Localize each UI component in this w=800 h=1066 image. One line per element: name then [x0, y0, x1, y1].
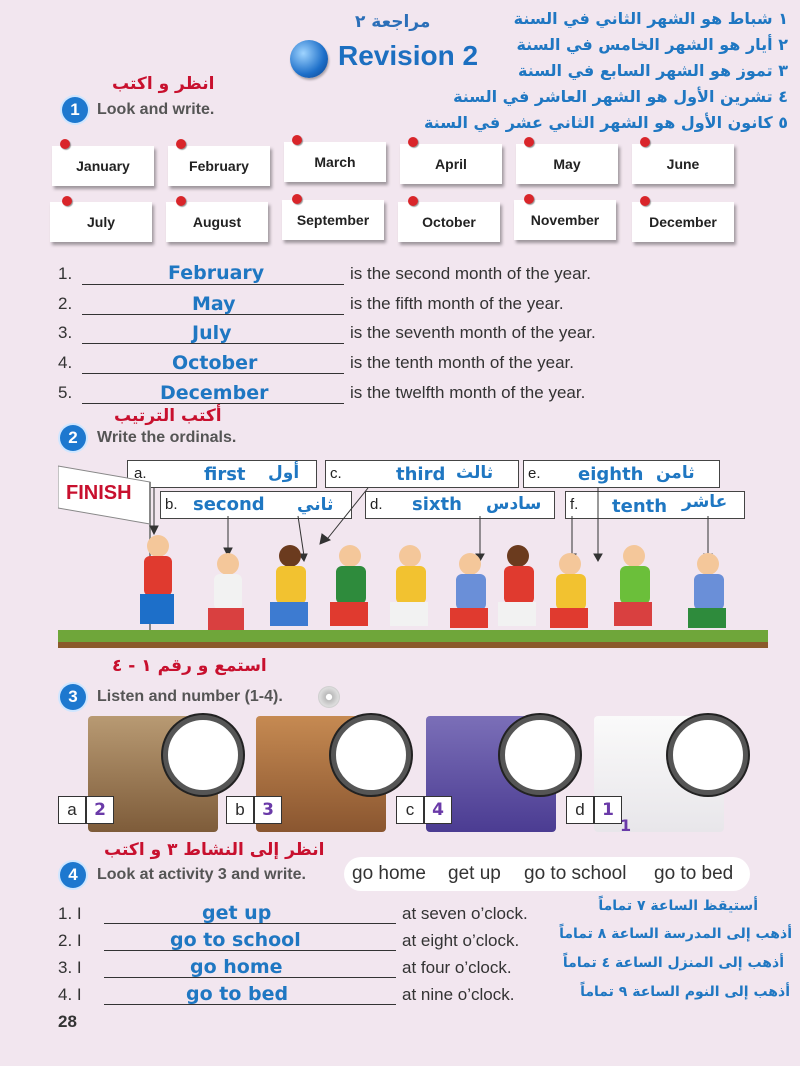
- sentence-num: 4. I: [58, 985, 82, 1004]
- word-bank-item[interactable]: go home: [352, 863, 426, 884]
- ordinal-arabic: سادس: [486, 494, 542, 514]
- pin-icon: [60, 139, 70, 149]
- sentence-arabic: أستيقظ الساعة ٧ تماماً: [598, 898, 758, 914]
- sentence-text: at seven o’clock.: [402, 904, 528, 923]
- sentence-num: 3. I: [58, 958, 82, 977]
- item-letter: d: [566, 796, 594, 824]
- answer-text[interactable]: July: [192, 322, 232, 344]
- clock-icon: [668, 715, 748, 795]
- audio-cd-icon[interactable]: [318, 686, 340, 708]
- sentence-num: 1.: [58, 264, 73, 283]
- section4-number-badge: 4: [60, 862, 86, 888]
- section2-instruction: Write the ordinals.: [97, 429, 237, 446]
- item-answer-box[interactable]: 3: [254, 796, 282, 824]
- arabic-note: ٢ أيار هو الشهر الخامس في السنة: [516, 35, 788, 54]
- ordinal-letter: c.: [330, 465, 342, 482]
- arabic-note: ١ شباط هو الشهر الثاني في السنة: [513, 9, 788, 28]
- word-bank-item[interactable]: go to bed: [654, 863, 734, 884]
- pin-icon: [292, 135, 302, 145]
- item-letter: c: [396, 796, 424, 824]
- month-card: February: [168, 146, 270, 186]
- pin-icon: [640, 196, 650, 206]
- arabic-note: ٥ كانون الأول هو الشهر الثاني عشر في السنة: [423, 113, 788, 132]
- ordinal-arabic: ثامن: [656, 463, 695, 483]
- sentence-num: 5.: [58, 383, 73, 402]
- sentence-text: at four o’clock.: [402, 958, 512, 977]
- ordinal-answer: eighth: [578, 464, 644, 485]
- arabic-revision-title: مراجعة ٢: [355, 12, 431, 32]
- pin-icon: [524, 194, 534, 204]
- sentence-num: 2. I: [58, 931, 82, 950]
- page-title: Revision 2: [338, 40, 479, 71]
- section1-number-badge: 1: [62, 97, 88, 123]
- ordinal-letter: f.: [570, 496, 579, 513]
- sentence-arabic: أذهب إلى المدرسة الساعة ٨ تماماً: [559, 926, 792, 942]
- arabic-note: ٤ تشرين الأول هو الشهر العاشر في السنة: [453, 87, 788, 106]
- item-letter: b: [226, 796, 254, 824]
- month-card: September: [282, 200, 384, 240]
- revision-circle-icon: [290, 40, 328, 78]
- sentence-text: is the fifth month of the year.: [350, 294, 564, 313]
- month-card: June: [632, 144, 734, 184]
- month-card: August: [166, 202, 268, 242]
- ordinal-answer: second: [193, 494, 265, 515]
- month-card: April: [400, 144, 502, 184]
- ordinal-arabic: عاشر: [682, 492, 728, 512]
- sentence-text: is the twelfth month of the year.: [350, 383, 586, 402]
- month-card: January: [52, 146, 154, 186]
- section4-arabic-instruction: انظر إلى النشاط ٣ و اكتب: [104, 840, 325, 860]
- pin-icon: [292, 194, 302, 204]
- sentence-text: at nine o’clock.: [402, 985, 515, 1004]
- item-answer-box[interactable]: 2: [86, 796, 114, 824]
- ordinal-answer: sixth: [412, 494, 462, 515]
- word-bank-item[interactable]: get up: [448, 863, 501, 884]
- section2-arabic-instruction: أكتب الترتيب: [114, 406, 222, 426]
- ordinal-letter: d.: [370, 496, 383, 513]
- answer-text[interactable]: May: [192, 293, 236, 315]
- ordinal-letter: e.: [528, 465, 541, 482]
- clock-icon: [500, 715, 580, 795]
- word-bank: [344, 857, 750, 891]
- ordinal-arabic: أول: [268, 463, 300, 483]
- sentence-num: 4.: [58, 353, 73, 372]
- section3-instruction: Listen and number (1-4).: [97, 688, 283, 705]
- item-answer-box[interactable]: 1: [594, 796, 622, 824]
- month-card: March: [284, 142, 386, 182]
- month-card: December: [632, 202, 734, 242]
- race-illustration: [58, 460, 768, 670]
- arabic-notes: [424, 6, 788, 136]
- sentence-num: 1. I: [58, 904, 82, 923]
- ordinal-arabic: ثالث: [456, 463, 494, 483]
- ordinal-answer: tenth: [612, 496, 668, 517]
- sentence-text: is the tenth month of the year.: [350, 353, 574, 372]
- answer-text[interactable]: go to school: [170, 929, 301, 951]
- answer-text[interactable]: October: [172, 352, 258, 374]
- sentence-num: 2.: [58, 294, 73, 313]
- answer-text[interactable]: February: [168, 262, 265, 284]
- pin-icon: [640, 137, 650, 147]
- sentence-text: at eight o’clock.: [402, 931, 520, 950]
- month-card: May: [516, 144, 618, 184]
- sentence-text: is the second month of the year.: [350, 264, 591, 283]
- answer-text[interactable]: go to bed: [186, 983, 289, 1005]
- pin-icon: [176, 196, 186, 206]
- ordinal-letter: a.: [134, 465, 147, 482]
- pin-icon: [408, 137, 418, 147]
- pin-icon: [408, 196, 418, 206]
- item-answer-box[interactable]: 4: [424, 796, 452, 824]
- ordinal-letter: b.: [165, 496, 178, 513]
- finish-sign: FINISH: [66, 482, 132, 504]
- word-bank-item[interactable]: go to school: [524, 863, 627, 884]
- pin-icon: [524, 137, 534, 147]
- section3-number-badge: 3: [60, 684, 86, 710]
- pin-icon: [62, 196, 72, 206]
- sentence-text: is the seventh month of the year.: [350, 323, 596, 342]
- extra-mark: 1: [620, 816, 632, 835]
- clock-icon: [331, 715, 411, 795]
- answer-text[interactable]: go home: [190, 956, 283, 978]
- ordinal-answer: first: [204, 464, 246, 485]
- page-number: 28: [58, 1012, 77, 1031]
- arabic-note: ٣ تموز هو الشهر السابع في السنة: [518, 61, 788, 80]
- section4-instruction: Look at activity 3 and write.: [97, 866, 306, 883]
- section3-arabic-instruction: استمع و رقم ١ - ٤: [112, 656, 267, 676]
- month-card: July: [50, 202, 152, 242]
- sentence-arabic: أذهب إلى النوم الساعة ٩ تماماً: [580, 984, 790, 1000]
- section2-number-badge: 2: [60, 425, 86, 451]
- ordinal-arabic: ثاني: [297, 495, 334, 515]
- sentence-num: 3.: [58, 323, 73, 342]
- item-letter: a: [58, 796, 86, 824]
- answer-text[interactable]: December: [160, 382, 269, 404]
- ordinal-answer: third: [396, 464, 446, 485]
- pin-icon: [176, 139, 186, 149]
- answer-text[interactable]: get up: [202, 902, 272, 924]
- clock-icon: [163, 715, 243, 795]
- month-card: November: [514, 200, 616, 240]
- answer-line: [82, 284, 344, 285]
- sentence-arabic: أذهب إلى المنزل الساعة ٤ تماماً: [562, 955, 784, 971]
- section1-instruction: Look and write.: [97, 101, 215, 118]
- section1-arabic-instruction: انظر و اكتب: [112, 74, 215, 94]
- month-card: October: [398, 202, 500, 242]
